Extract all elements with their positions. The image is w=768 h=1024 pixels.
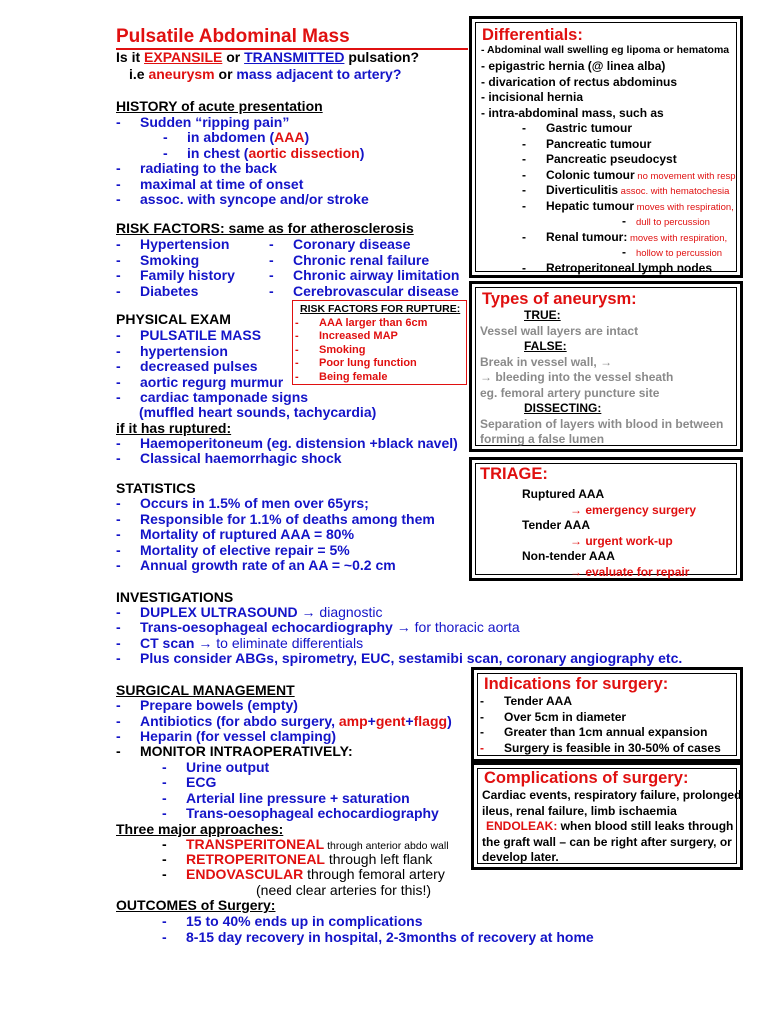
risk-item: - Smoking (116, 252, 200, 268)
differentials-box (469, 16, 743, 278)
stats-item: - Responsible for 1.1% of deaths among them (116, 511, 435, 527)
outcome-item: - 8-15 day recovery in hospital, 2-3months of recovery at home (162, 929, 594, 945)
dissecting-heading: DISSECTING: (524, 401, 602, 415)
monitor-item: - ECG (162, 774, 217, 790)
triage-action: → urgent work-up (570, 533, 673, 548)
rupture-item: - AAA larger than 6cm (295, 317, 428, 329)
investigation-item: - CT scan → to eliminate differentials (116, 635, 364, 651)
risk-item: - Hypertension (116, 236, 230, 252)
triage-label: Tender AAA (522, 518, 591, 532)
risk-item: - Cerebrovascular disease (269, 283, 459, 299)
approach-item: - RETROPERITONEAL through left flank (162, 851, 433, 867)
indication-item: - Greater than 1cm annual expansion (480, 725, 708, 739)
rupture-item: - Being female (295, 370, 388, 383)
history-item: - assoc. with syncope and/or stroke (116, 191, 369, 207)
false-text: eg. femoral artery puncture site (480, 385, 660, 400)
indication-item: - Tender AAA (480, 694, 573, 708)
dissecting-text: forming a false lumen (480, 432, 605, 446)
exam-heading: PHYSICAL EXAM (116, 311, 231, 327)
complications-text: the graft wall – can be right after surgery, or (482, 834, 732, 849)
monitor-item: - Arterial line pressure + saturation (162, 790, 410, 806)
approach-note: (need clear arteries for this!) (256, 882, 432, 898)
complications-text: develop later. (482, 850, 559, 864)
investigation-item: - Trans-oesophageal echocardiography → for thoracic aorta (116, 619, 520, 635)
mass-item: - Gastric tumour (522, 121, 633, 135)
complications-text: ENDOLEAK: when blood still leaks through (486, 819, 734, 833)
mass-item: - Colonic tumour no movement with resp (522, 167, 736, 182)
false-text: Break in vessel wall, → (480, 354, 613, 369)
differentials-item: - Abdominal wall swelling eg lipoma or hematoma (481, 44, 730, 56)
history-item: - maximal at time of onset (116, 176, 304, 192)
risk-heading: RISK FACTORS: same as for atherosclerosis (116, 220, 414, 236)
differentials-item: - divarication of rectus abdominus (481, 74, 678, 89)
exam-item: - hypertension (116, 343, 228, 359)
outcome-item: - 15 to 40% ends up in complications (162, 913, 423, 929)
indications-title: Indications for surgery: (484, 675, 669, 693)
triage-label: Ruptured AAA (522, 487, 605, 501)
investigation-item: - DUPLEX ULTRASOUND → diagnostic (116, 604, 383, 620)
rupture-heading: RISK FACTORS FOR RUPTURE: (300, 303, 461, 315)
approach-item: - ENDOVASCULAR through femoral artery (162, 866, 445, 882)
triage-box (469, 457, 743, 581)
history-item: - radiating to the back (116, 160, 277, 176)
mass-item: - Hepatic tumour moves with respiration, (522, 198, 734, 213)
intro-line-1: Is it EXPANSILE or TRANSMITTED pulsation? (116, 49, 420, 65)
false-heading: FALSE: (524, 339, 567, 353)
differentials-item: - intra-abdominal mass, such as (481, 105, 664, 120)
differentials-item: - epigastric hernia (@ linea alba) (481, 59, 666, 73)
aneurysm-title: Types of aneurysm: (482, 290, 637, 308)
investigation-item: - Plus consider ABGs, spirometry, EUC, sestamibi scan, coronary angiography etc. (116, 650, 683, 666)
ruptured-heading: if it has ruptured: (116, 420, 232, 436)
indication-item: - Over 5cm in diameter (480, 709, 627, 724)
indication-item: - Surgery is feasible in 30-50% of cases (480, 740, 721, 755)
differentials-title: Differentials: (482, 26, 583, 44)
risk-item: - Coronary disease (269, 236, 411, 252)
risk-item: - Chronic renal failure (269, 252, 430, 268)
surgical-item: - Prepare bowels (empty) (116, 697, 298, 713)
mass-item: - Pancreatic pseudocyst (522, 152, 677, 166)
stats-item: - Annual growth rate of an AA = ~0.2 cm (116, 557, 396, 573)
complications-box (471, 762, 743, 870)
rupture-item: - Poor lung function (295, 357, 417, 370)
complications-text: Cardiac events, respiratory failure, prolonged (482, 788, 742, 802)
outcomes-heading: OUTCOMES of Surgery: (116, 897, 276, 913)
risk-item: - Family history (116, 267, 235, 283)
complications-title: Complications of surgery: (484, 769, 689, 787)
triage-title: TRIAGE: (480, 465, 548, 483)
stats-item: - Mortality of elective repair = 5% (116, 542, 350, 558)
history-heading: HISTORY of acute presentation (116, 98, 323, 114)
surgical-item: - Antibiotics (for abdo surgery, amp+gent+flagg) (116, 713, 452, 729)
stats-heading: STATISTICS (116, 480, 196, 496)
stats-item: - Mortality of ruptured AAA = 80% (116, 526, 355, 542)
ruptured-item: - Classical haemorrhagic shock (116, 450, 342, 466)
page-title: Pulsatile Abdominal Mass (116, 26, 350, 47)
mass-note: - dull to percussion (622, 214, 710, 228)
exam-item: - cardiac tamponade signs (116, 389, 309, 405)
investigations-heading: INVESTIGATIONS (116, 589, 234, 605)
rupture-item: - Increased MAP (295, 330, 398, 343)
approach-item: - TRANSPERITONEAL through anterior abdo wall (162, 836, 449, 852)
monitor-item: - Trans-oesophageal echocardiography (162, 805, 439, 821)
triage-action: → evaluate for repair (570, 564, 690, 579)
dissecting-text: Separation of layers with blood in between (480, 416, 724, 431)
mass-item: - Pancreatic tumour (522, 136, 652, 151)
true-text: Vessel wall layers are intact (480, 323, 639, 338)
mass-item: - Diverticulitis assoc. with hematochesia (522, 183, 730, 197)
history-item: - in chest (aortic dissection) (163, 145, 365, 161)
history-item: - Sudden “ripping pain” (116, 114, 290, 130)
indications-box (471, 667, 743, 762)
exam-item: - PULSATILE MASS (116, 327, 262, 343)
mass-note: - hollow to percussion (622, 245, 723, 259)
triage-action: → emergency surgery (570, 502, 697, 517)
true-heading: TRUE: (524, 308, 561, 322)
mass-item: - Renal tumour: moves with respiration, (522, 229, 728, 244)
surgical-item: - Heparin (for vessel clamping) (116, 728, 337, 744)
rupture-item: - Smoking (295, 343, 366, 356)
intro-line-2: i.e aneurysm or mass adjacent to artery? (129, 66, 402, 82)
false-text: → bleeding into the vessel sheath (480, 370, 674, 384)
differentials-item: - incisional hernia (481, 90, 584, 104)
surgical-item: - MONITOR INTRAOPERATIVELY: (116, 743, 353, 759)
rupture-list (295, 317, 427, 384)
exam-item: (muffled heart sounds, tachycardia) (139, 404, 377, 420)
complications-text: ileus, renal failure, limb ischaemia (482, 803, 677, 818)
surgical-heading: SURGICAL MANAGEMENT (116, 682, 295, 698)
risk-item: - Chronic airway limitation (269, 267, 460, 283)
risk-item: - Diabetes (116, 283, 199, 299)
history-item: - in abdomen (AAA) (163, 129, 310, 145)
approaches-heading: Three major approaches: (116, 821, 284, 837)
monitor-item: - Urine output (162, 759, 270, 775)
stats-item: - Occurs in 1.5% of men over 65yrs; (116, 495, 369, 511)
ruptured-item: - Haemoperitoneum (eg. distension +black navel) (116, 435, 458, 451)
triage-label: Non-tender AAA (522, 549, 615, 563)
rupture-risk-box (292, 300, 467, 385)
exam-item: - aortic regurg murmur (116, 374, 284, 390)
aneurysm-box (469, 281, 743, 452)
exam-item: - decreased pulses (116, 358, 258, 374)
mass-item: - Retroperitoneal lymph nodes (522, 260, 713, 275)
